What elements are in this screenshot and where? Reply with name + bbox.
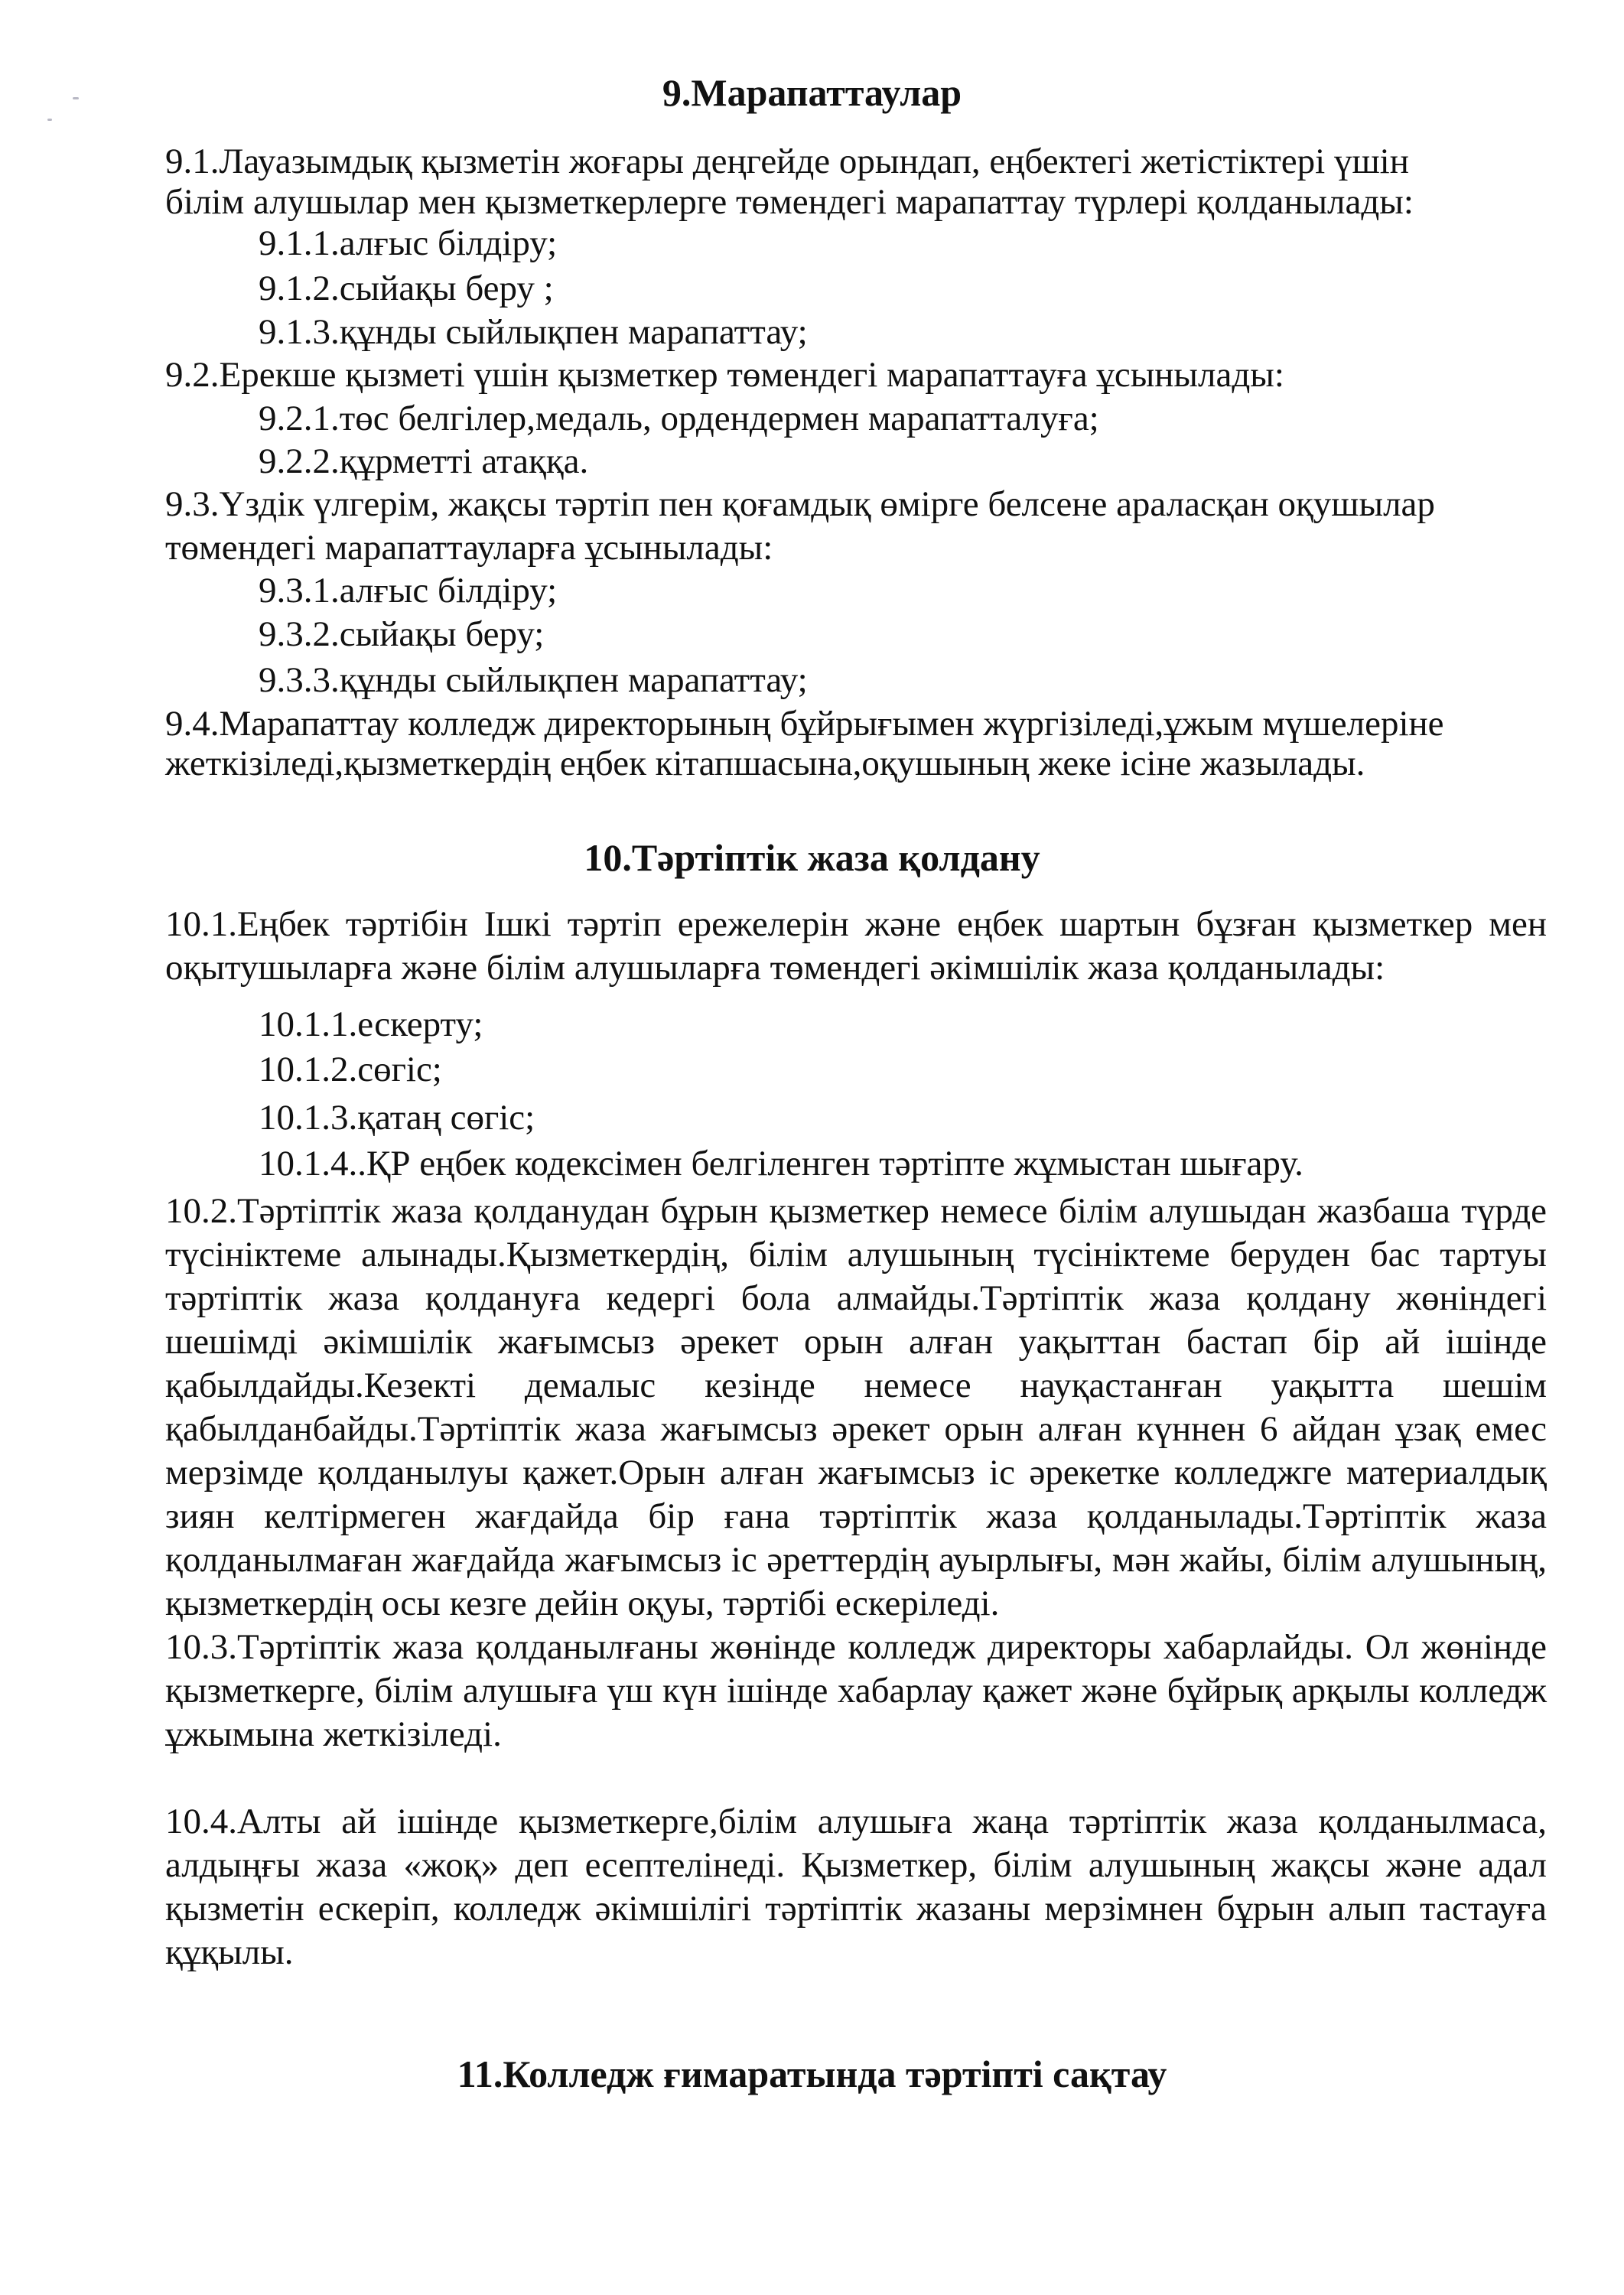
- paragraph-10-4: 10.4.Алты ай ішінде қызметкерге,білім алушыға жаңа тәртіптік жаза қолданылмаса, алдыңғы жаза «жоқ» деп есептелінеді. Қызметкер, білім алушының жақсы және адал қызметін ескеріп, колледж әкімшілігі тәртіптік жазаны мерзімнен бұрын алып тастауға құқылы.: [165, 1802, 1547, 1972]
- list-item-9-3-2: 9.3.2.сыйақы беру;: [259, 614, 545, 654]
- list-item-10-1-3: 10.1.3.қатаң сөгіс;: [259, 1098, 535, 1138]
- paragraph-9-4-line-1: 9.4.Марапаттау колледж директорының бұйрығымен жүргізіледі,ұжым мүшелеріне: [165, 704, 1444, 744]
- section-10-heading: 10.Тәртіптік жаза қолдану: [584, 836, 1040, 879]
- list-item-9-3-1: 9.3.1.алғыс білдіру;: [259, 571, 558, 610]
- paragraph-9-1-line-1: 9.1.Лауазымдық қызметін жоғары деңгейде орындап, еңбектегі жетістіктері үшін: [165, 142, 1409, 181]
- section-11-heading: 11.Колледж ғимаратында тәртіпті сақтау: [457, 2052, 1167, 2095]
- list-item-9-2-1: 9.2.1.төс белгілер,медаль, ордендермен марапатталуға;: [259, 399, 1099, 438]
- paragraph-9-3-line-1: 9.3.Үздік үлгерім, жақсы тәртіп пен қоғамдық өмірге белсене араласқан оқушылар: [165, 484, 1435, 524]
- paragraph-9-4-line-2: жеткізіледі,қызметкердің еңбек кітапшасына,оқушының жеке ісіне жазылады.: [165, 744, 1365, 783]
- list-item-10-1-2: 10.1.2.сөгіс;: [259, 1050, 442, 1089]
- paragraph-10-3: 10.3.Тәртіптік жаза қолданылғаны жөнінде колледж директоры хабарлайды. Ол жөнінде қызметкерге, білім алушыға үш күн ішінде хабарлау қажет және бұйрық арқылы колледж ұжымына жеткізіледі.: [165, 1627, 1547, 1754]
- paragraph-10-2: 10.2.Тәртіптік жаза қолданудан бұрын қызметкер немесе білім алушыдан жазбаша түрде түсініктеме алынады.Қызметкердің, білім алушының түсініктеме беруден бас тартуы тәртіптік жаза қолдануға кедергі бола алмайды.Тәртіптік жаза қолдану жөніндегі шешімді әкімшілік жағымсыз әрекет орын алған уақыттан бастап бір ай ішінде қабылдайды.Кезекті демалыс кезінде немесе науқастанған уақытта шешім қабылданбайды.Тәртіптік жаза жағымсыз әрекет орын алған күннен 6 айдан ұзақ емес мерзімде қолданылуы қажет.Орын алған жағымсыз іс әрекетке колледжге материалдық зиян келтірмеген жағдайда бір ғана тәртіптік жаза қолданылады.Тәртіптік жаза қолданылмаған жағдайда жағымсыз іс әреттердің ауырлығы, мән жайы, білім алушының, қызметкердің осы кезге дейін оқуы, тәртібі ескеріледі.: [165, 1191, 1547, 1623]
- list-item-9-2-2: 9.2.2.құрметті атаққа.: [259, 441, 589, 481]
- scan-artifact: [47, 119, 52, 121]
- list-item-9-1-1: 9.1.1.алғыс білдіру;: [259, 223, 558, 263]
- paragraph-10-1: 10.1.Еңбек тәртібін Ішкі тәртіп ережелерін және еңбек шартын бұзған қызметкер мен оқытушыларға және білім алушыларға төмендегі әкімшілік жаза қолданылады:: [165, 904, 1547, 988]
- paragraph-9-3-line-2: төмендегі марапаттауларға ұсынылады:: [165, 528, 773, 568]
- section-9-heading: 9.Марапаттаулар: [662, 71, 962, 114]
- list-item-9-1-3: 9.1.3.құнды сыйлықпен марапаттау;: [259, 312, 808, 352]
- paragraph-9-2: 9.2.Ерекше қызметі үшін қызметкер төмендегі марапаттауға ұсынылады:: [165, 355, 1284, 395]
- list-item-9-1-2: 9.1.2.сыйақы беру ;: [259, 269, 554, 308]
- list-item-9-3-3: 9.3.3.құнды сыйлықпен марапаттау;: [259, 660, 808, 700]
- paragraph-9-1-line-2: білім алушылар мен қызметкерлерге төмендегі марапаттау түрлері қолданылады:: [165, 182, 1414, 222]
- list-item-10-1-1: 10.1.1.ескерту;: [259, 1004, 483, 1044]
- list-item-10-1-4: 10.1.4..ҚР еңбек кодексімен белгіленген тәртіпте жұмыстан шығару.: [259, 1144, 1303, 1183]
